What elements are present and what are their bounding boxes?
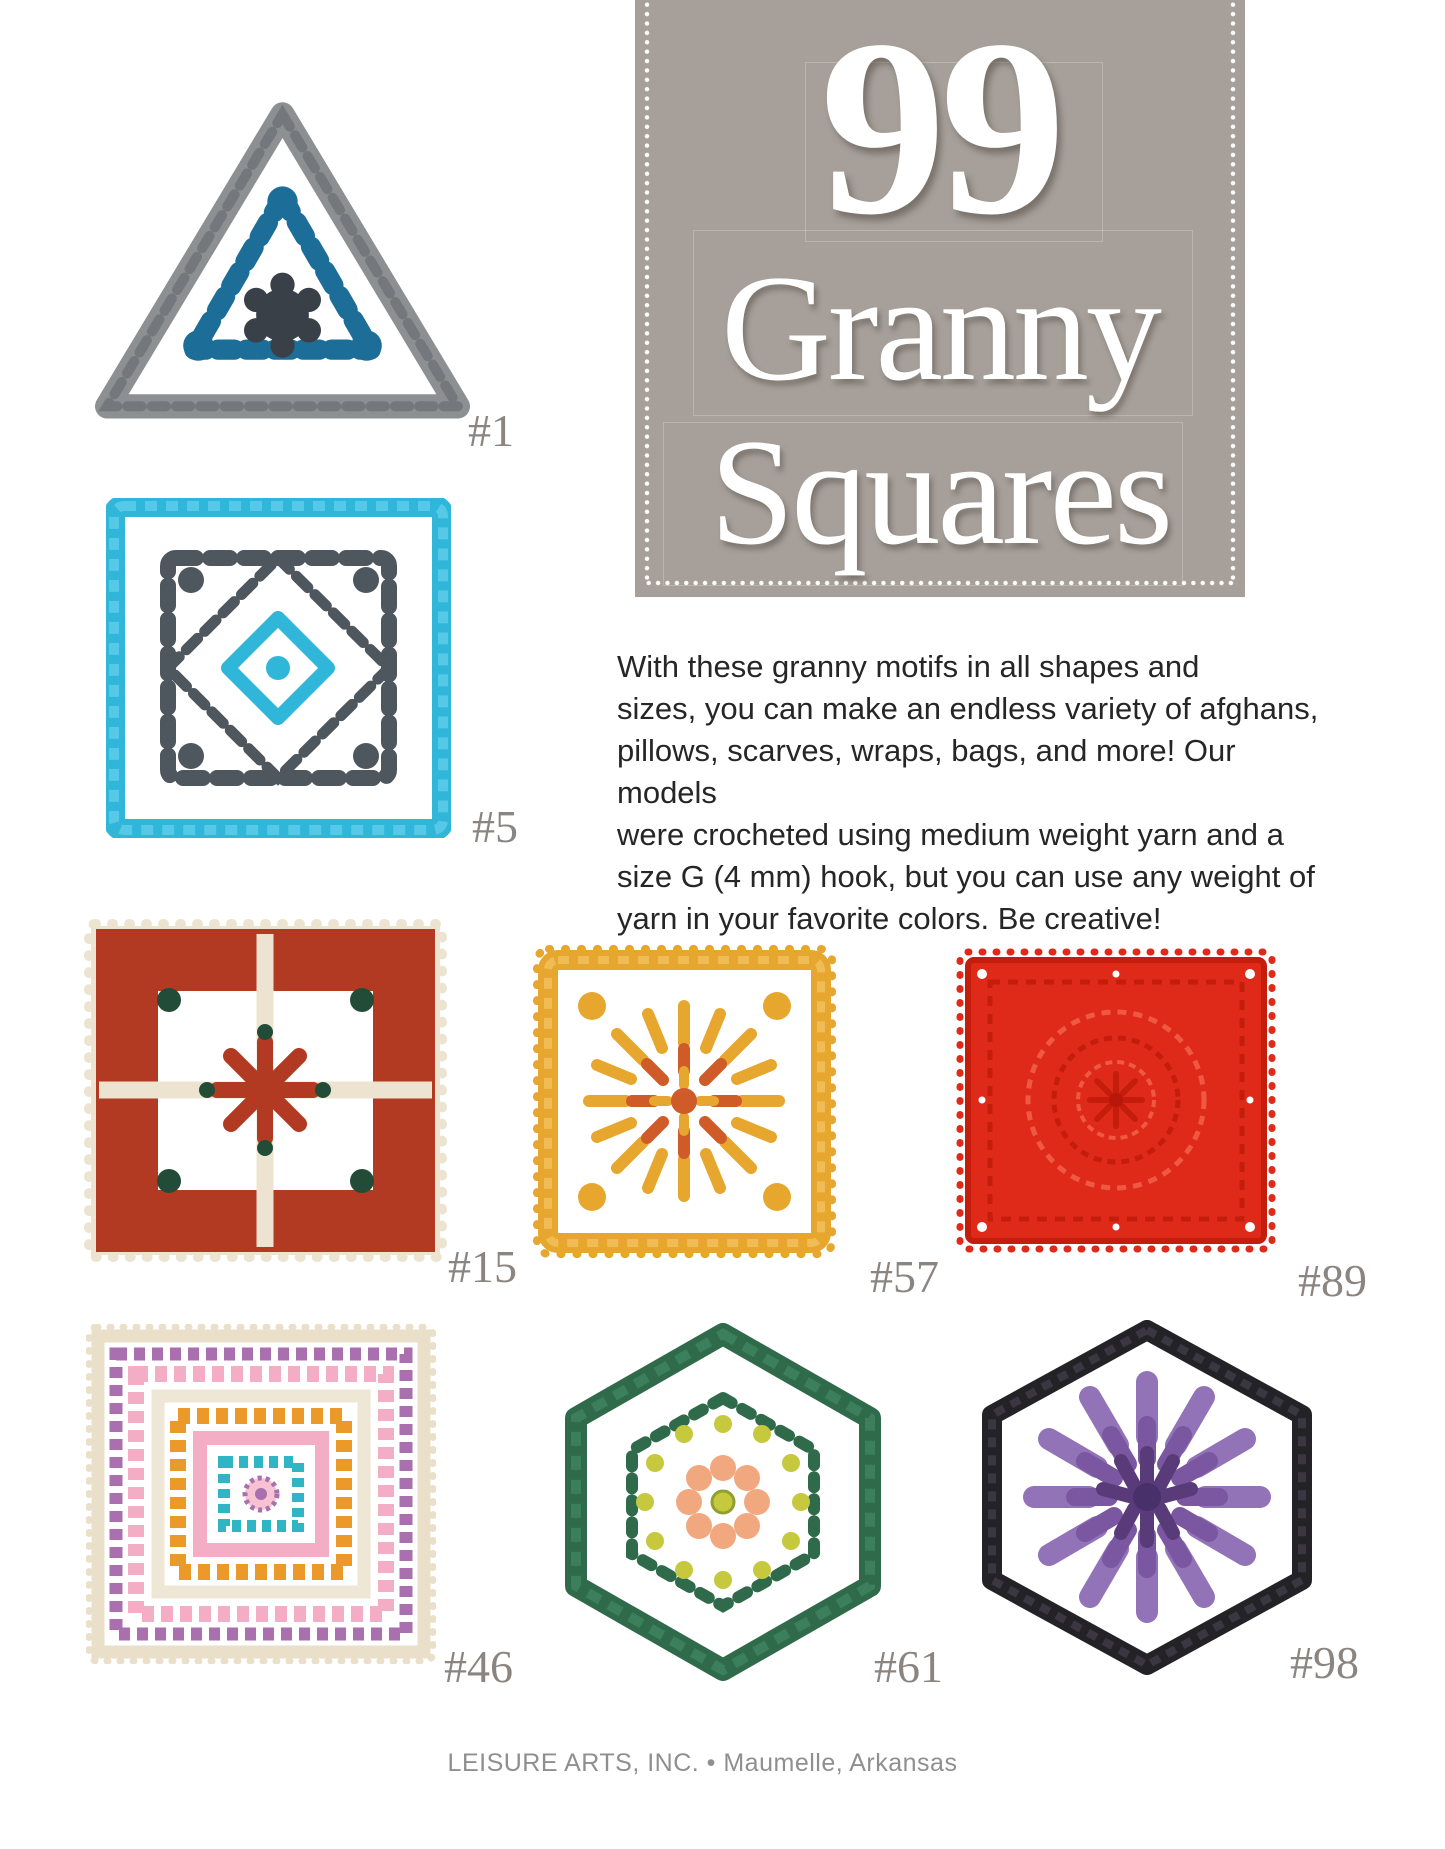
crochet-square-image	[86, 1324, 436, 1664]
intro-line: yarn in your favorite colors. Be creative!	[617, 901, 1162, 936]
crochet-square-image	[956, 948, 1276, 1253]
motif-1-triangle	[95, 100, 470, 435]
motif-5-square	[106, 498, 451, 838]
publisher-footer: LEISURE ARTS, INC. • Maumelle, Arkansas	[447, 1749, 958, 1777]
motif-57-square	[532, 944, 837, 1259]
motif-label-57: #57	[870, 1251, 939, 1302]
intro-line: pillows, scarves, wraps, bags, and more! Our models	[617, 733, 1236, 810]
intro-paragraph	[617, 646, 1327, 940]
intro-line: were crocheted using medium weight yarn and a	[617, 817, 1284, 852]
motif-15-square	[83, 918, 448, 1263]
motif-98-hexagon	[972, 1320, 1322, 1675]
motif-61-hexagon	[558, 1322, 888, 1682]
motif-label-46: #46	[444, 1641, 513, 1692]
crochet-triangle-image	[95, 100, 470, 435]
crochet-square-image	[83, 918, 448, 1263]
intro-line: With these granny motifs in all shapes and	[617, 649, 1200, 684]
motif-89-square	[956, 948, 1276, 1253]
title-block	[635, 0, 1245, 597]
crochet-hexagon-image	[558, 1322, 888, 1682]
crochet-hexagon-image	[972, 1320, 1322, 1675]
motif-label-5: #5	[472, 801, 518, 852]
motif-label-98: #98	[1290, 1637, 1359, 1688]
title-line-granny: Granny	[721, 244, 1159, 412]
crochet-square-image	[106, 498, 451, 838]
motif-label-1: #1	[468, 405, 514, 456]
intro-line: size G (4 mm) hook, but you can use any weight of	[617, 859, 1315, 894]
dotted-border-bottom	[644, 580, 1236, 586]
motif-label-15: #15	[448, 1241, 517, 1292]
motif-46-square	[86, 1324, 436, 1664]
title-line-squares: Squares	[709, 408, 1171, 576]
crochet-square-image	[532, 944, 837, 1259]
motif-label-61: #61	[874, 1641, 943, 1692]
intro-line: sizes, you can make an endless variety of afghans,	[617, 691, 1319, 726]
motif-label-89: #89	[1298, 1255, 1367, 1306]
title-number: 99	[820, 0, 1060, 267]
